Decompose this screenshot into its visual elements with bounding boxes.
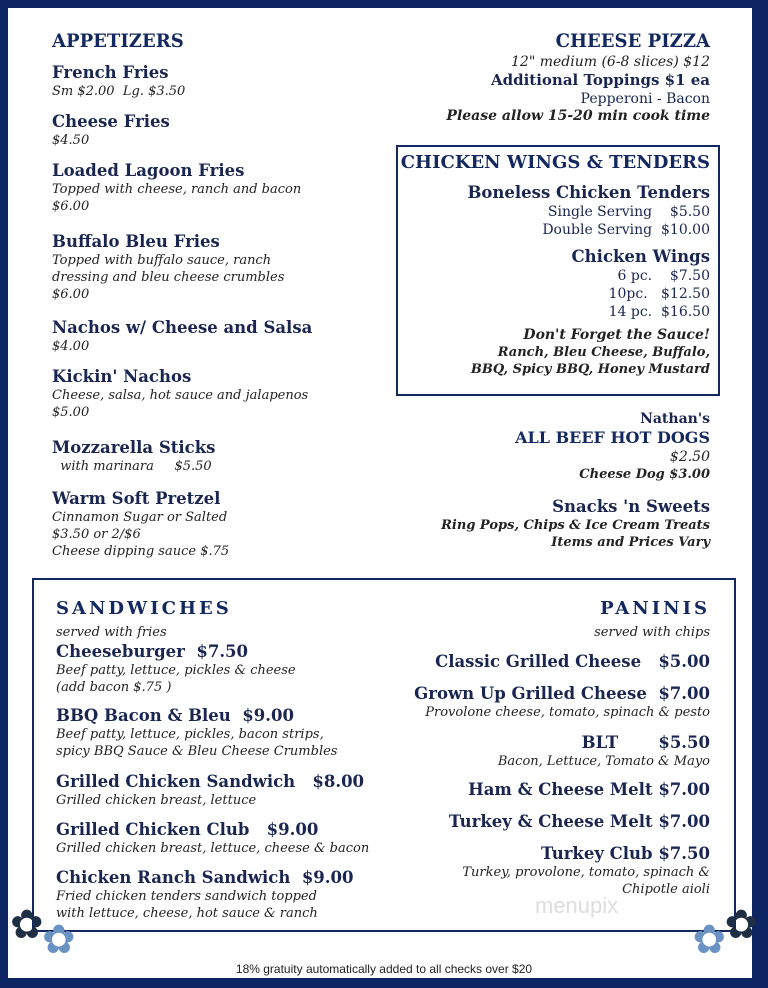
- tender-price: Single Serving $5.50: [547, 204, 710, 220]
- item-description: Cheese dipping sauce $.75: [52, 544, 230, 559]
- item-name: Buffalo Bleu Fries: [52, 232, 220, 251]
- snacks-line: Items and Prices Vary: [551, 535, 710, 550]
- menu-item: [52, 63, 382, 100]
- menu-item: [390, 733, 710, 770]
- item-description: Topped with buffalo sauce, ranch: [52, 253, 272, 268]
- item-description: Beef patty, lettuce, pickles, bacon strips,: [56, 727, 324, 742]
- item-name: Warm Soft Pretzel: [52, 489, 221, 508]
- menu-item: [390, 844, 710, 898]
- item-name: Mozzarella Sticks: [52, 438, 216, 457]
- item-name: Cheese Fries: [52, 112, 170, 131]
- item-description: $5.00: [52, 405, 90, 420]
- item-description: $4.00: [52, 339, 90, 354]
- hotdog-brand: Nathan's: [640, 411, 710, 427]
- pizza-heading: CHEESE PIZZA: [555, 30, 710, 52]
- item-description: Cinnamon Sugar or Salted: [52, 510, 228, 525]
- menu-item: [56, 820, 386, 857]
- item-name: Chicken Ranch Sandwich $9.00: [56, 868, 354, 887]
- tenders-label: Boneless Chicken Tenders: [467, 183, 710, 202]
- item-description: with marinara $5.50: [52, 459, 212, 474]
- menu-item: [52, 367, 382, 421]
- item-name: Nachos w/ Cheese and Salsa: [52, 318, 313, 337]
- pizza-section: [380, 30, 710, 125]
- item-description: (add bacon $.75 ): [56, 680, 172, 695]
- item-name: French Fries: [52, 63, 169, 82]
- gratuity-note: 18% gratuity automatically added to all checks over $20: [235, 962, 533, 976]
- item-name: BBQ Bacon & Bleu $9.00: [56, 706, 294, 725]
- item-name: Kickin' Nachos: [52, 367, 192, 386]
- item-description: Topped with cheese, ranch and bacon: [52, 182, 302, 197]
- hibiscus-icon: ✿: [692, 917, 726, 963]
- hotdog-heading: ALL BEEF HOT DOGS: [515, 428, 710, 447]
- item-description: Cheese, salsa, hot sauce and jalapenos: [52, 388, 309, 403]
- item-description: Turkey, provolone, tomato, spinach &: [462, 865, 710, 880]
- pizza-toppings: Additional Toppings $1 ea: [490, 71, 710, 89]
- appetizers-heading: APPETIZERS: [52, 30, 184, 52]
- item-name: Cheeseburger $7.50: [56, 642, 249, 661]
- menu-item: [56, 706, 386, 760]
- wing-price: 14 pc. $16.50: [608, 304, 710, 320]
- menu-item: [52, 232, 382, 303]
- menu-item: [390, 812, 710, 832]
- wings-heading: CHICKEN WINGS & TENDERS: [400, 152, 710, 173]
- menu-item: [390, 652, 710, 672]
- item-name: Turkey Club $7.50: [540, 844, 710, 863]
- hibiscus-icon: ✿: [42, 917, 76, 963]
- wings-section: [390, 152, 710, 378]
- cheese-dog: Cheese Dog $3.00: [579, 467, 710, 482]
- tender-price: Double Serving $10.00: [542, 222, 710, 238]
- hotdog-price: $2.50: [669, 449, 710, 465]
- pizza-note: Please allow 15-20 min cook time: [446, 108, 710, 124]
- item-description: spicy BBQ Sauce & Bleu Cheese Crumbles: [56, 744, 338, 759]
- snacks-heading: Snacks 'n Sweets: [552, 497, 710, 516]
- hotdogs-section: [380, 410, 710, 551]
- menu-item: [52, 438, 382, 475]
- item-description: Bacon, Lettuce, Tomato & Mayo: [497, 754, 710, 769]
- snacks-line: Ring Pops, Chips & Ice Cream Treats: [441, 518, 710, 533]
- sauce-list: BBQ, Spicy BBQ, Honey Mustard: [470, 362, 710, 377]
- item-description: dressing and bleu cheese crumbles: [52, 270, 285, 285]
- pizza-topping-list: Pepperoni - Bacon: [580, 91, 710, 107]
- item-description: $6.00: [52, 287, 90, 302]
- wings-label: Chicken Wings: [571, 247, 710, 266]
- item-description: Grilled chicken breast, lettuce, cheese & bacon: [56, 841, 370, 856]
- menu-item: [52, 489, 382, 560]
- menu-item: [52, 318, 382, 355]
- item-description: Provolone cheese, tomato, spinach & pesto: [425, 705, 710, 720]
- item-description: Sm $2.00 Lg. $3.50: [52, 84, 186, 99]
- item-description: Beef patty, lettuce, pickles & cheese: [56, 663, 296, 678]
- wing-price: 6 pc. $7.50: [617, 268, 710, 284]
- item-description: Grilled chicken breast, lettuce: [56, 793, 257, 808]
- item-name: Ham & Cheese Melt $7.00: [468, 780, 710, 799]
- menu-item: [390, 684, 710, 721]
- watermark: menupix: [535, 893, 619, 918]
- item-description: Fried chicken tenders sandwich topped: [56, 889, 317, 904]
- item-name: Turkey & Cheese Melt $7.00: [448, 812, 710, 831]
- item-description: $6.00: [52, 199, 90, 214]
- item-name: Grilled Chicken Club $9.00: [56, 820, 319, 839]
- item-name: BLT $5.50: [581, 733, 710, 752]
- sauce-title: Don't Forget the Sauce!: [523, 327, 710, 343]
- hibiscus-icon: ✿: [724, 902, 758, 948]
- menu-item: [390, 780, 710, 800]
- item-name: Grown Up Grilled Cheese $7.00: [414, 684, 710, 703]
- item-description: Chipotle aioli: [622, 882, 710, 897]
- pizza-size: 12" medium (6-8 slices) $12: [511, 54, 710, 70]
- item-name: Classic Grilled Cheese $5.00: [435, 652, 710, 671]
- item-description: $4.50: [52, 133, 90, 148]
- item-name: Grilled Chicken Sandwich $8.00: [56, 772, 365, 791]
- paninis-heading: PANINIS: [600, 598, 710, 619]
- menu-item: [56, 642, 386, 696]
- menu-item: [56, 772, 386, 809]
- sandwiches-heading: SANDWICHES: [56, 598, 232, 619]
- sauce-list: Ranch, Bleu Cheese, Buffalo,: [497, 345, 710, 360]
- menu-item: [52, 161, 382, 215]
- hibiscus-icon: ✿: [10, 902, 44, 948]
- menu-item: [52, 112, 382, 149]
- item-name: Loaded Lagoon Fries: [52, 161, 245, 180]
- sandwiches-subtitle: served with fries: [56, 625, 167, 640]
- paninis-subtitle: served with chips: [594, 625, 710, 640]
- item-description: $3.50 or 2/$6: [52, 527, 141, 542]
- item-description: with lettuce, cheese, hot sauce & ranch: [56, 906, 318, 921]
- menu-item: [56, 868, 386, 922]
- wing-price: 10pc. $12.50: [608, 286, 710, 302]
